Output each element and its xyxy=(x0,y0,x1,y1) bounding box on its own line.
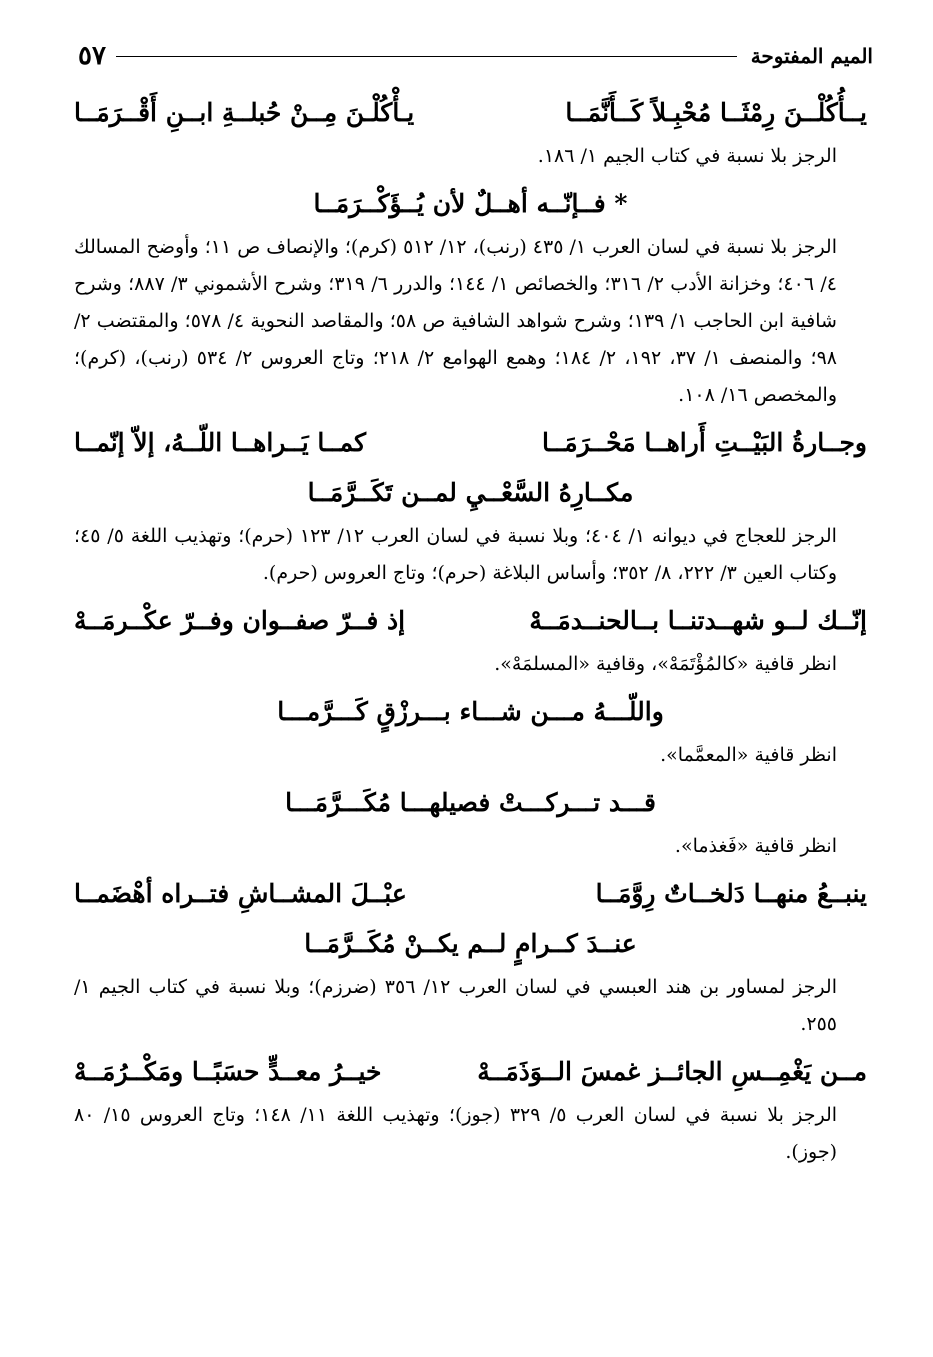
verse-single-line: واللّـــهُ مـــن شـــاء بـــرزْقٍ كَـــرَّمـــا xyxy=(277,697,664,726)
footnote: الرجز للعجاج في ديوانه ١/ ٤٠٤؛ وبلا نسبة في لسان العرب ١٢/ ١٢٣ (حرم)؛ وتهذيب اللغة ٥/ ٤٥؛ وكتاب العين ٣/ ٢٢٢، ٨/ ٣٥٢؛ وأساس البلاغة (حرم)؛ وتاج العروس (حرم). xyxy=(74,525,837,584)
footnote: الرجز لمساور بن هند العبسي في لسان العرب ١٢/ ٣٥٦ (ضرزم)؛ وبلا نسبة في كتاب الجيم ١/ ٢٥٥. xyxy=(74,976,837,1035)
verse-line xyxy=(74,1047,867,1097)
verse-single-line: عنــدَ كــرامٍ لــم يكــنْ مُكَــرَّمَــا xyxy=(304,929,637,958)
verse-line xyxy=(74,687,867,737)
verse-first-hemistich: إنّــك لــو شهــدتنــا بــالحنــدمَــهْ xyxy=(529,606,867,635)
verse-second-hemistich: يـأْكُلْـنَ مِــنْ حُبلــةِ ابــنِ أَقْــرَمَــا xyxy=(74,98,415,127)
verse-single-line: قـــد تـــركـــتْ فصيلهـــا مُكَـــرَّمَـــا xyxy=(285,788,656,817)
verse-first-hemistich: وجــارةُ البَيْــتِ أَراهــا مَحْــرَمَــا xyxy=(542,428,867,457)
verse-line xyxy=(74,468,867,518)
verse-second-hemistich: إذ فــرّ صفــوان وفــرّ عكْــرمَــهْ xyxy=(74,606,406,635)
running-title: الميم المفتوحة xyxy=(750,44,873,68)
verse-line xyxy=(74,418,867,468)
verse-line xyxy=(74,88,867,138)
footnote: الرجز بلا نسبة في كتاب الجيم ١/ ١٨٦. xyxy=(537,145,837,167)
page-body xyxy=(74,88,867,1175)
page-header xyxy=(78,36,873,76)
verse-line xyxy=(74,869,867,919)
verse-line xyxy=(74,778,867,828)
verse-second-hemistich: خيــرُ معــدٍّ حسَبًــا ومَكْــرُمَــهْ xyxy=(74,1057,382,1086)
footnote: الرجز بلا نسبة في لسان العرب ٥/ ٣٢٩ (جوز)؛ وتهذيب اللغة ١١/ ١٤٨؛ وتاج العروس ١٥/ ٨٠ (جوز). xyxy=(74,1104,838,1163)
verse-single-line: * فــإنّــه أهــلٌ لأن يُــؤَكْــرَمَــا xyxy=(313,189,628,218)
footnote: انظر قافية «فَغذما». xyxy=(674,835,837,857)
footnote: انظر قافية «المعمَّما». xyxy=(660,744,837,766)
verse-single-line: مكــارِهُ السَّعْــيِ لمــن تَكَــرَّمَــا xyxy=(307,478,634,507)
verse-first-hemistich: يــأُكُلْــنَ رِمْثَــا مُحْبِـلاً كَــأَنَّمَــا xyxy=(565,98,867,127)
verse-second-hemistich: كمــا يَــراهــا اللّــهُ، إلاّ إنّمــا xyxy=(74,428,367,457)
verse-line xyxy=(74,596,867,646)
header-rule xyxy=(116,56,737,57)
verse-first-hemistich: مــن يَغْمِــسِ الجائــز غمسَ الــوَذَمَــهْ xyxy=(477,1057,867,1086)
page-number: ٥٧ xyxy=(78,41,106,71)
verse-line xyxy=(74,179,867,229)
verse-line xyxy=(74,919,867,969)
footnote: انظر قافية «كالمُؤْتَمَهْ»، وقافية «المسلمَهْ». xyxy=(494,653,837,675)
verse-second-hemistich: عبْــلَ المشــاشِ فتــراه أهْضَمــا xyxy=(74,879,407,908)
footnote: الرجز بلا نسبة في لسان العرب ١/ ٤٣٥ (رنب)، ١٢/ ٥١٢ (كرم)؛ والإنصاف ص ١١؛ وأوضح المسالك ٤/ ٤٠٦؛ وخزانة الأدب ٢/ ٣١٦؛ والخصائص ١/ ١٤٤؛ والدرر ٦/ ٣١٩؛ وشرح الأشموني ٣/ ٨٨٧؛ وشرح شافية ابن الحاجب ١/ ١٣٩؛ وشرح شواهد الشافية ص ٥٨؛ والمقاصد النحوية ٤/ ٥٧٨؛ والمقتضب ٢/ ٩٨؛ والمنصف ١/ ٣٧، ١٩٢، ٢/ ١٨٤؛ وهمع الهوامع ٢/ ٢١٨؛ وتاج العروس ٢/ ٥٣٤ (رنب)، (كرم)؛ والمخصص ١٦/ ١٠٨. xyxy=(74,236,837,406)
verse-first-hemistich: ينبــعُ منهــا دَلخــاتٌ رِوَّمَــا xyxy=(595,879,867,908)
